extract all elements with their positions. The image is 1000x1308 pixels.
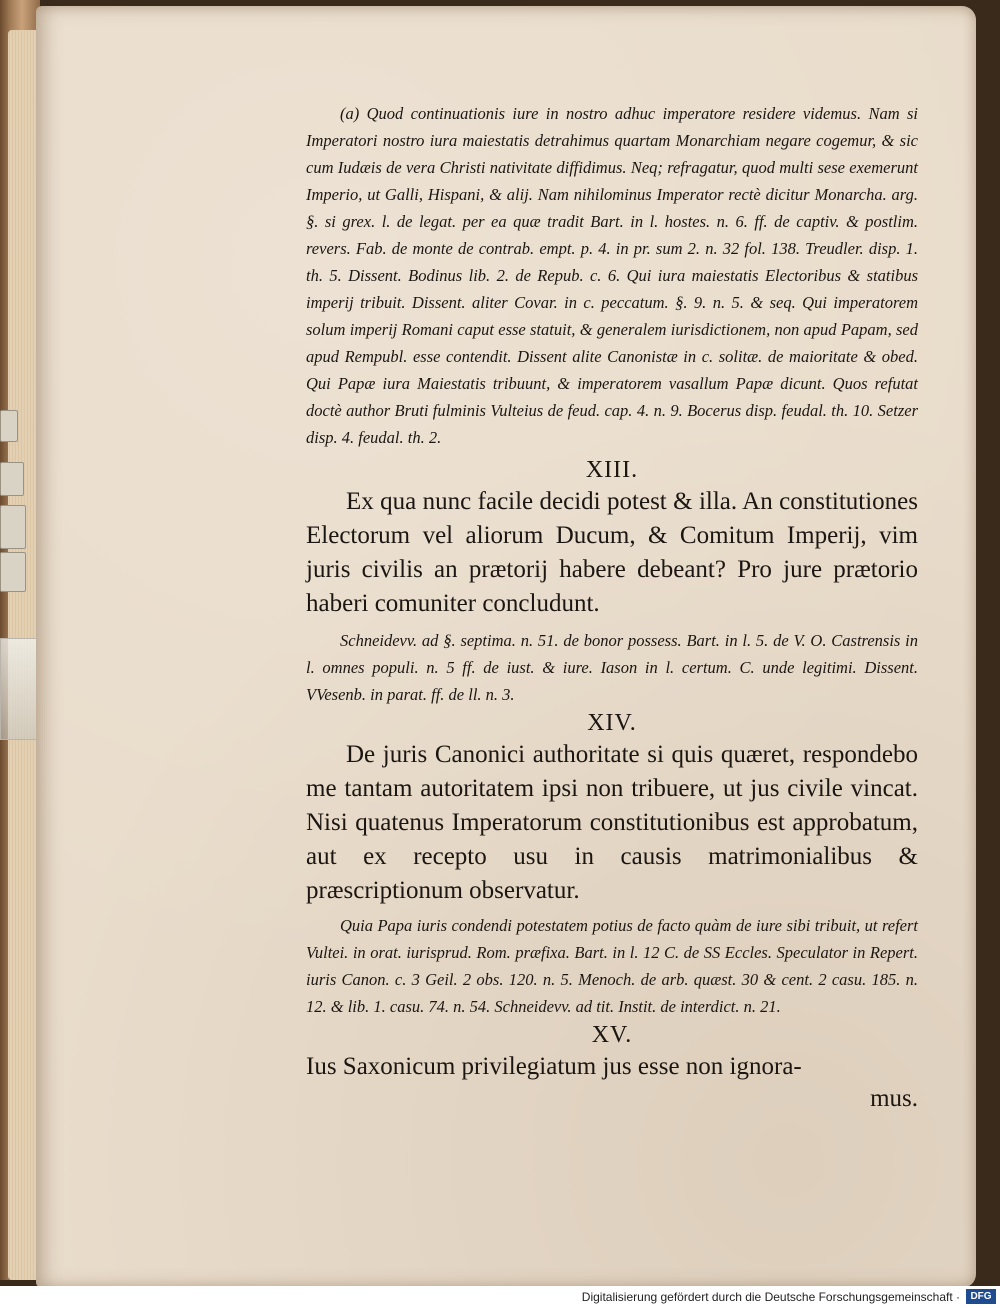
bookmark-tab — [0, 410, 18, 442]
section-heading-13: XIII. — [585, 457, 639, 483]
section-paragraph-13-text: Ex qua nunc facile decidi potest & illa. An constitutiones Electorum vel aliorum Ducum, & Comitum Imperij, vim juris civilis an prætorij habere debeant? Pro jure prætorio haberi comuniter concludunt. — [306, 488, 918, 617]
section-heading-14: XIV. — [587, 710, 637, 736]
citation-14-text: Quia Papa iuris condendi potestatem potius de facto quàm de iure sibi tribuit, ut refert Vultei. in orat. iurisprud. Rom. præfixa. Bart. in l. 12 C. de SS Eccles. Speculator in Repert. iuris Canon. c. 3 Geil. 2 obs. 120. n. 5. Menoch. de arb. quæst. 30 & cent. 2 casu. 185. n. 12. & lib. 1. casu. 74. n. 54. Schneidevv. ad tit. Instit. de interdict. n. 21. — [306, 916, 918, 1016]
bookmark-tab — [0, 552, 26, 592]
digitization-footer — [0, 1286, 1000, 1308]
catchword: mus. — [870, 1085, 918, 1112]
footer-text: Digitalisierung gefördert durch die Deutsche Forschungsgemeinschaft · — [581, 1290, 960, 1304]
section-paragraph-13 — [306, 485, 918, 621]
section-heading-15: XV. — [591, 1022, 633, 1048]
footnote-a — [306, 100, 918, 451]
footnote-a-text: (a) Quod continuationis iure in nostro adhuc imperatore residere videmus. Nam si Imperatori nostro iura maiestatis detrahimus quartam Monarchiam negare cogemur, & sic cum Iudæis de vera Christi nativitate diffidimus. Neq; refragatur, quod multi sese exemerunt Imperio, ut Galli, Hispani, & alij. Nam nihilominus Imperator rectè dicitur Monarcha. arg. §. si grex. l. de legat. per ea quæ tradit Bart. in l. hostes. n. 6. ff. de captiv. & postlim. revers. Fab. de monte de contrab. empt. p. 4. in pr. sum 2. n. 32 fol. 138. Treudler. disp. 1. th. 5. Dissent. Bodinus lib. 2. de Repub. c. 6. Qui iura maiestatis Electoribus & statibus imperij tribuit. Dissent. aliter Covar. in c. peccatum. §. 9. n. 5. & seq. Qui imperatorem solum imperij Romani caput esse statuit, & generalem iurisdictionem, non apud Papam, sed apud Rempubl. esse contendit. Dissent alite Canonistæ in c. solitæ. de maioritate & obed. Qui Papæ iura Maiestatis tribuunt, & imperatorem vasallum Papæ dicunt. Quos refutat doctè author Bruti fulminis Vulteius de feud. cap. 4. n. 9. Bocerus disp. feudal. th. 10. Setzer disp. 4. feudal. th. 2. — [306, 104, 918, 447]
citation-13 — [306, 627, 918, 708]
section-paragraph-14-text: De juris Canonici authoritate si quis quæret, respondebo me tantam autoritatem ipsi non tribuere, ut jus civile vincat. Nisi quatenus Imperatorum constitutionibus est approbatum, aut ex recepto usu in causis matrimonialibus & præscriptionum observatur. — [306, 741, 918, 904]
bookmark-tab — [0, 505, 26, 549]
citation-14 — [306, 912, 918, 1020]
section-paragraph-14 — [306, 738, 918, 908]
page-text-block — [306, 100, 918, 1114]
bookmark-tab — [0, 462, 24, 496]
section-paragraph-15: Ius Saxonicum privilegiatum jus esse non ignora- — [306, 1053, 802, 1080]
citation-13-text: Schneidevv. ad §. septima. n. 51. de bonor possess. Bart. in l. 5. de V. O. Castrensis in l. omnes populi. n. 5 ff. de iust. & iure. Iason in l. certum. C. unde legitimi. Dissent. VVesenb. in parat. ff. de ll. n. 3. — [306, 631, 918, 704]
dfg-logo-icon: DFG — [966, 1289, 996, 1304]
